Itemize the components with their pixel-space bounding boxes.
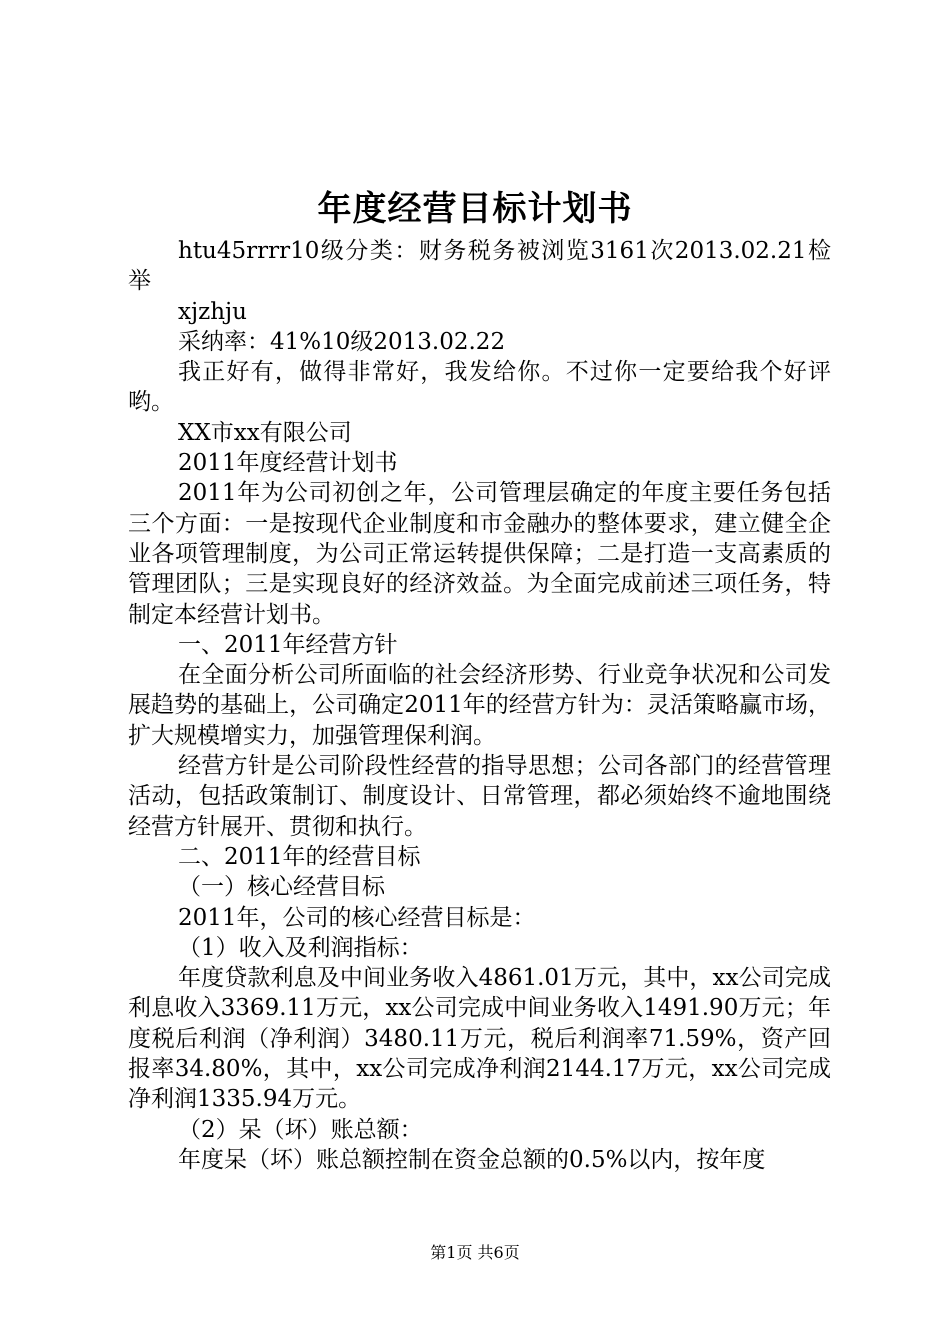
- item-heading-revenue-profit: （1）收入及利润指标：: [178, 934, 423, 961]
- document-body: [128, 236, 831, 1175]
- subsection-heading-core-goals: （一）核心经营目标: [178, 874, 385, 901]
- paragraph-company-name: XX市xx有限公司: [178, 419, 352, 446]
- section-heading-policy: 一、2011年经营方针: [178, 631, 398, 658]
- paragraph-bad-debt: 年度呆（坏）账总额控制在资金总额的0.5%以内，按年度: [178, 1146, 766, 1173]
- paragraph-meta-category: htu45rrrr10级分类：财务税务被浏览3161次2013.02.21检举: [128, 238, 831, 295]
- page-footer: 第1页 共6页: [430, 1243, 520, 1262]
- item-heading-bad-debt: （2）呆（坏）账总额：: [178, 1116, 423, 1143]
- paragraph-core-goals-intro: 2011年，公司的核心经营目标是：: [178, 904, 536, 931]
- paragraph-revenue-profit: 年度贷款利息及中间业务收入4861.01万元，其中，xx公司完成利息收入3369.11万元，xx公司完成中间业务收入1491.90万元；年度税后利润（净利润）3480.11万元，税后利润率71.59%，资产回报率34.80%，其中，xx公司完成净利润2144.17万元，xx公司完成净利润1335.94万元。: [128, 965, 831, 1113]
- paragraph-adoption-rate: 采纳率：41%10级2013.02.22: [178, 328, 506, 355]
- paragraph-reply: 我正好有，做得非常好，我发给你。不过你一定要给我个好评哟。: [128, 359, 831, 416]
- paragraph-answerer: xjzhju: [178, 298, 247, 325]
- section-heading-goals: 二、2011年的经营目标: [178, 843, 421, 870]
- paragraph-policy-guidance: 经营方针是公司阶段性经营的指导思想；公司各部门的经营管理活动，包括政策制订、制度设计、日常管理，都必须始终不逾地围绕经营方针展开、贯彻和执行。: [128, 753, 831, 840]
- paragraph-plan-title: 2011年度经营计划书: [178, 450, 398, 477]
- paragraph-intro: 2011年为公司初创之年，公司管理层确定的年度主要任务包括三个方面：一是按现代企业制度和市金融办的整体要求，建立健全企业各项管理制度，为公司正常运转提供保障；二是打造一支高素质的管理团队；三是实现良好的经济效益。为全面完成前述三项任务，特制定本经营计划书。: [128, 480, 831, 628]
- paragraph-policy: 在全面分析公司所面临的社会经济形势、行业竞争状况和公司发展趋势的基础上，公司确定2011年的经营方针为：灵活策略赢市场，扩大规模增实力，加强管理保利润。: [128, 662, 831, 749]
- document-title: 年度经营目标计划书: [317, 189, 633, 229]
